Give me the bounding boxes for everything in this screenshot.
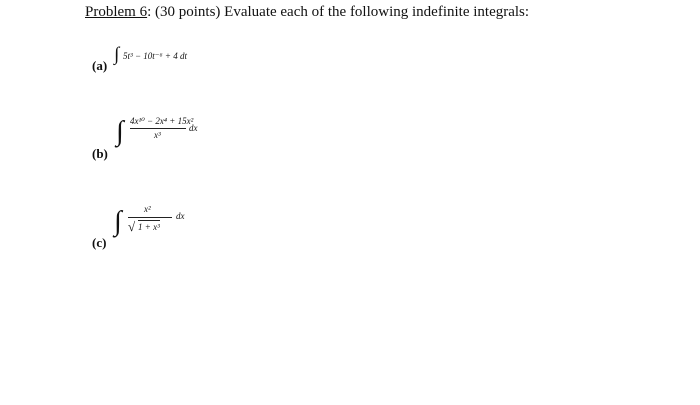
part-c-integral — [114, 198, 234, 244]
part-b-differential: dx — [189, 123, 198, 133]
part-a-label: (a) — [92, 58, 108, 73]
square-root-icon: √ — [128, 219, 136, 234]
part-c-numerator: x² — [144, 204, 151, 214]
problem-instructions: : (30 points) Evaluate each of the following indefinite integrals: — [147, 4, 530, 20]
integral-sign-icon: ∫ — [116, 116, 124, 147]
part-a-integrand: 5t³ − 10t⁻⁶ + 4 dt — [123, 51, 187, 61]
part-b-label: (b) — [92, 146, 108, 161]
problem-number: Problem 6 — [85, 4, 148, 20]
fraction-bar — [130, 128, 186, 129]
part-b-numerator: 4x¹⁰ − 2x⁴ + 15x² — [130, 116, 194, 126]
part-c-differential: dx — [176, 211, 185, 221]
fraction-bar — [128, 217, 172, 218]
part-b-denominator: x³ — [154, 130, 161, 140]
part-a-integral — [114, 44, 244, 66]
part-b-integral — [116, 112, 236, 152]
part-c-label: (c) — [92, 235, 107, 250]
integral-sign-icon: ∫ — [114, 44, 120, 65]
integral-sign-icon: ∫ — [114, 206, 122, 237]
problem-heading — [85, 4, 529, 21]
part-c-radicand: 1 + x³ — [138, 222, 160, 232]
